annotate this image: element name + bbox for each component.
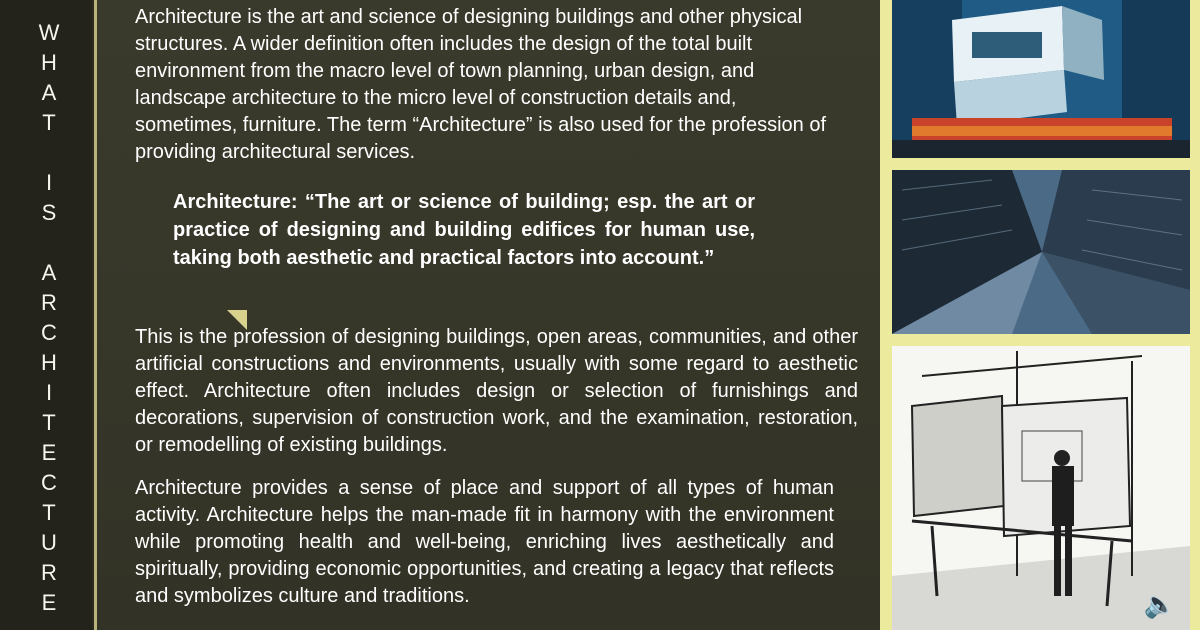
title-letter: T [42, 410, 56, 435]
skyscrapers-illustration [892, 170, 1190, 334]
title-letter: C [41, 320, 57, 345]
title-letter: T [42, 500, 56, 525]
title-letter: E [41, 590, 57, 615]
title-letter: R [41, 560, 57, 585]
paragraph-purpose: Architecture provides a sense of place and support of all types of human activity. Architecture helps the man-made fit in harmony with the environment while promoting health and well-being, enriching lives aesthetically and spiritually, providing economic opportunities, and creating a legacy that reflects and symbolizes culture and traditions. [135, 477, 834, 607]
modern-house-image [892, 0, 1190, 158]
title-letter: H [41, 50, 57, 75]
title-letter: A [41, 80, 57, 105]
title-letter: T [42, 110, 56, 135]
drafting-table-image [892, 346, 1190, 630]
image-strip [892, 0, 1200, 630]
quote-definition: Architecture: “The art or science of building; esp. the art or practice of designing and building edifices for human use, taking both aesthetic and practical factors into account.” [173, 191, 755, 269]
drafting-table-illustration [892, 346, 1190, 630]
title-letter: U [41, 530, 57, 555]
paragraph-definition: Architecture is the art and science of designing buildings and other physical structures. A wider definition often includes the design of the total built environment from the macro level of town planning, urban design, and landscape architecture to the micro level of construction details and, sometimes, furniture. The term “Architecture” is also used for the profession of providing architectural services. [135, 6, 827, 163]
skyscrapers-image [892, 170, 1190, 334]
speaker-icon[interactable]: 🔈 [1143, 589, 1176, 619]
title-letter: I [45, 170, 53, 195]
title-letter: R [41, 290, 57, 315]
title-letter: W [38, 20, 60, 45]
title-letter: S [41, 200, 57, 225]
main-content [97, 0, 880, 630]
title-letter: E [41, 440, 57, 465]
title-letter: A [41, 260, 57, 285]
title-letter: H [41, 350, 57, 375]
modern-house-illustration [892, 0, 1190, 158]
paragraph-profession: This is the profession of designing buildings, open areas, communities, and other artificial constructions and environments, usually with some regard to aesthetic effect. Architecture often includes design or selection of furnishings and decorations, supervision of construction work, and the examination, restoration, or remodelling of existing buildings. [135, 326, 858, 456]
title-letter: I [45, 380, 53, 405]
right-divider [880, 0, 892, 630]
vertical-title [24, 18, 74, 618]
sidebar [0, 0, 92, 630]
title-letter: C [41, 470, 57, 495]
